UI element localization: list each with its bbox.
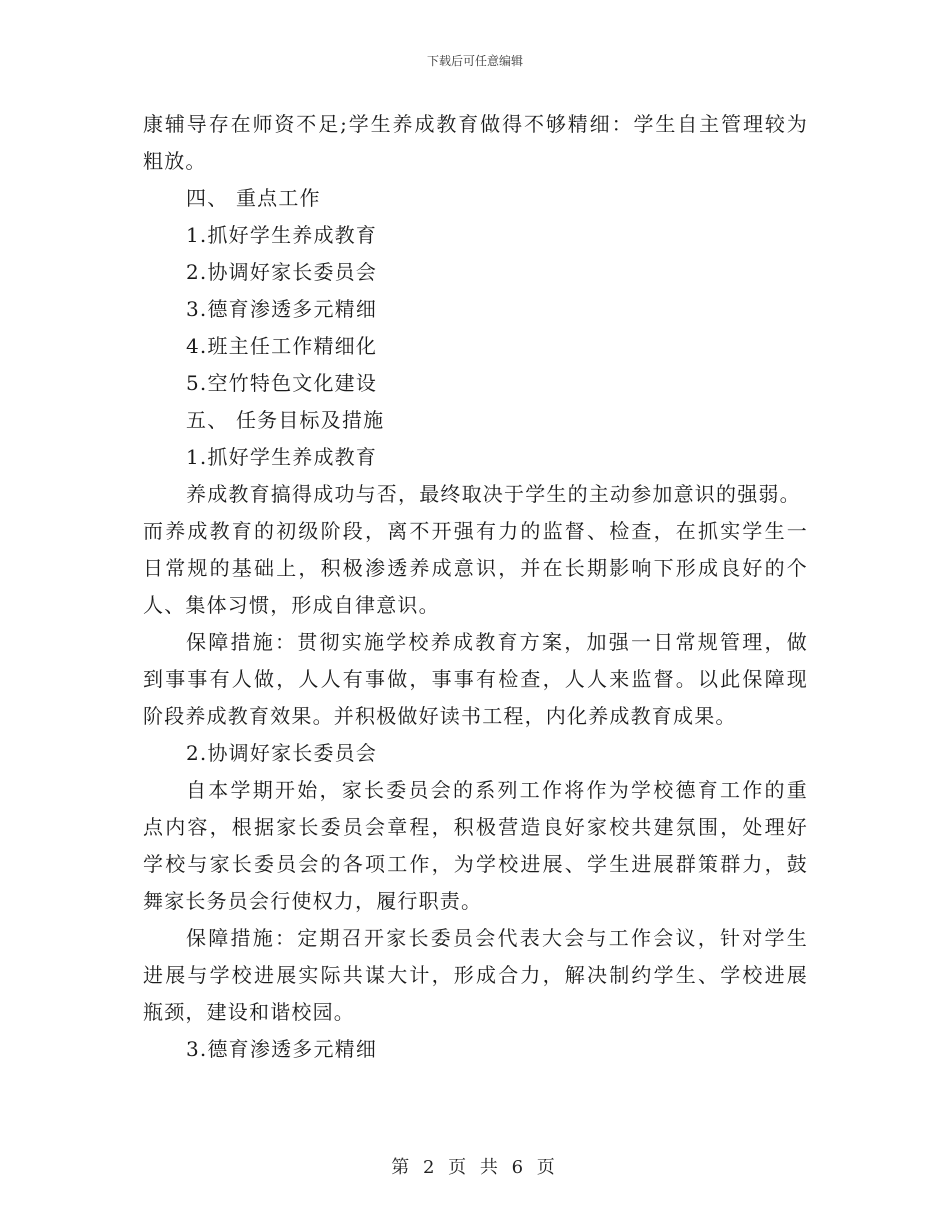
- page-header: 下载后可任意编辑: [426, 54, 523, 68]
- text-line: 1.抓好学生养成教育: [186, 223, 378, 247]
- text-line: 日常规的基础上，积极渗透养成意识，并在长期影响下形成良好的个: [143, 556, 808, 580]
- text-line: 舞家长务员会行使权力，履行职责。: [143, 889, 483, 913]
- text-line: 四、 重点工作: [186, 186, 321, 210]
- text-line: 康辅导存在师资不足;学生养成教育做得不够精细：学生自主管理较为: [143, 112, 808, 136]
- text-line: 人、集体习惯，形成自律意识。: [143, 593, 440, 617]
- text-line: 而养成教育的初级阶段，离不开强有力的监督、检查，在抓实学生一: [143, 519, 808, 543]
- text-line: 养成教育搞得成功与否，最终取决于学生的主动参加意识的强弱。: [186, 482, 801, 506]
- text-line: 点内容，根据家长委员会章程，积极营造良好家校共建氛围，处理好: [143, 815, 808, 839]
- text-line: 进展与学校进展实际共谋大计，形成合力，解决制约学生、学校进展: [143, 963, 808, 987]
- text-line: 学校与家长委员会的各项工作，为学校进展、学生进展群策群力，鼓: [143, 852, 808, 876]
- text-line: 3.德育渗透多元精细: [186, 297, 378, 321]
- text-line: 保障措施：定期召开家长委员会代表大会与工作会议，针对学生: [186, 926, 808, 950]
- text-line: 1.抓好学生养成教育: [186, 445, 378, 469]
- text-line: 保障措施：贯彻实施学校养成教育方案，加强一日常规管理，做: [186, 630, 808, 654]
- text-line: 5.空竹特色文化建设: [186, 371, 378, 395]
- text-line: 4.班主任工作精细化: [186, 334, 378, 358]
- document-body: [143, 106, 808, 1068]
- text-line: 2.协调好家长委员会: [186, 260, 378, 284]
- text-line: 自本学期开始，家长委员会的系列工作将作为学校德育工作的重: [186, 778, 808, 802]
- text-line: 2.协调好家长委员会: [186, 741, 378, 765]
- text-line: 到事事有人做，人人有事做，事事有检查，人人来监督。以此保障现: [143, 667, 808, 691]
- text-line: 五、 任务目标及措施: [186, 408, 385, 432]
- text-line: 瓶颈，建设和谐校园。: [143, 1000, 355, 1024]
- text-line: 阶段养成教育效果。并积极做好读书工程，内化养成教育成果。: [143, 704, 737, 728]
- text-line: 3.德育渗透多元精细: [186, 1037, 378, 1061]
- page-number-footer: 第 2 页 共 6 页: [391, 1157, 559, 1178]
- text-line: 粗放。: [143, 149, 207, 173]
